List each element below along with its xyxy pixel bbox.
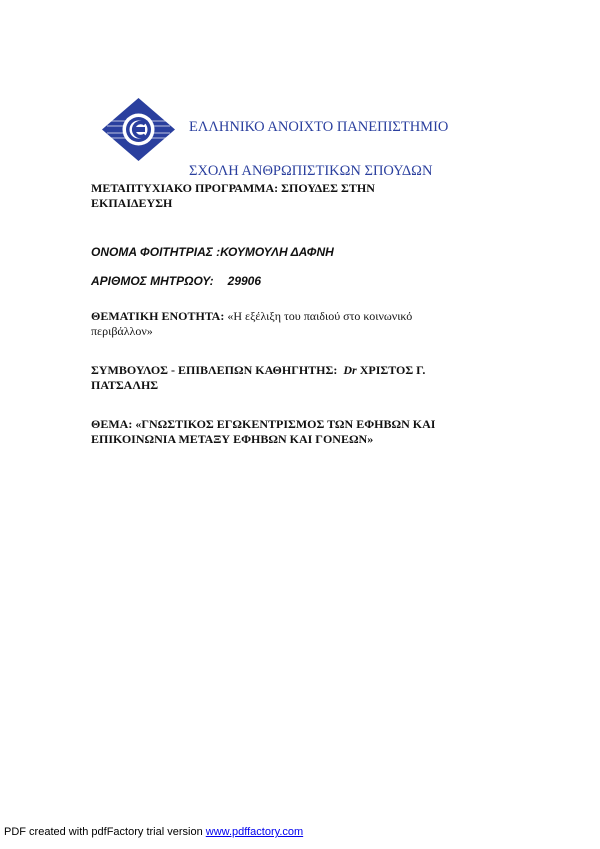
school-name: ΣΧΟΛΗ ΑΝΘΡΩΠΙΣΤΙΚΩΝ ΣΠΟΥΔΩΝ [189, 163, 433, 179]
student-name: ΟΝΟΜΑ ΦΟΙΤΗΤΡΙΑΣ :ΚΟΥΜΟΥΛΗ ΔΑΦΝΗ [91, 245, 334, 259]
program-line-2: ΕΚΠΑΙΔΕΥΣΗ [91, 196, 173, 210]
registration-value: 29906 [227, 274, 262, 288]
registration-number [91, 274, 261, 288]
subject-line-2: ΕΠΙΚΟΙΝΩΝΙΑ ΜΕΤΑΞΥ ΕΦΗΒΩΝ ΚΑΙ ΓΟΝΕΩΝ» [91, 432, 374, 446]
subject-line-1: ΘΕΜΑ: «ΓΝΩΣΤΙΚΟΣ ΕΓΩΚΕΝΤΡΙΣΜΟΣ ΤΩΝ ΕΦΗΒΩΝ ΚΑΙ [91, 417, 436, 431]
advisor-title: Dr [343, 363, 357, 377]
thesis-subject [91, 417, 435, 447]
advisor [91, 363, 425, 393]
advisor-label: ΣΥΜΒΟΥΛΟΣ - ΕΠΙΒΛΕΠΩΝ ΚΑΘΗΓΗΤΗΣ: [91, 363, 338, 377]
university-seal-icon [101, 97, 176, 162]
unit-title-line-2: περιβάλλον» [91, 324, 153, 338]
unit-title-line-1: «Η εξέλιξη του παιδιού στο κοινωνικό [227, 309, 413, 323]
thematic-unit [91, 309, 412, 339]
pdf-footer [4, 826, 303, 838]
advisor-name-line-1: ΧΡΙΣΤΟΣ Γ. [359, 363, 426, 377]
program-heading [91, 181, 375, 211]
program-line-1: ΜΕΤΑΠΤΥΧΙΑΚΟ ΠΡΟΓΡΑΜΜΑ: ΣΠΟΥΔΕΣ ΣΤΗΝ [91, 181, 375, 195]
advisor-name-line-2: ΠΑΤΣΑΛΗΣ [91, 378, 159, 392]
footer-text: PDF created with pdfFactory trial version [4, 826, 206, 838]
university-name: ΕΛΛΗΝΙΚΟ ΑΝΟΙΧΤΟ ΠΑΝΕΠΙΣΤΗΜΙΟ [189, 119, 449, 135]
unit-label: ΘΕΜΑΤΙΚΗ ΕΝΟΤΗΤΑ: [91, 309, 225, 323]
footer-link[interactable]: www.pdffactory.com [205, 826, 304, 838]
registration-label: ΑΡΙΘΜΟΣ ΜΗΤΡΩΟΥ: [91, 274, 214, 288]
